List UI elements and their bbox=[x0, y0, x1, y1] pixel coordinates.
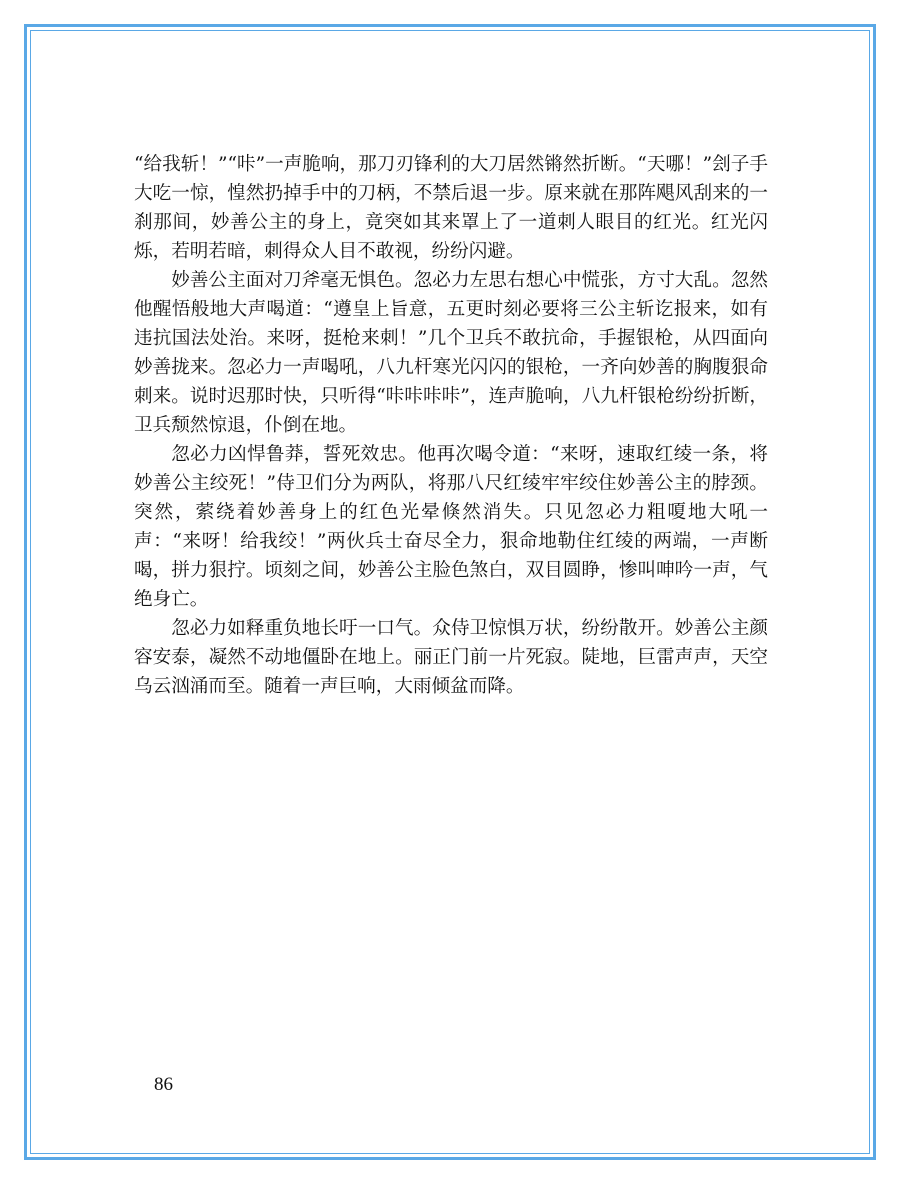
paragraph-1: “给我斩！”“咔”一声脆响，那刀刃锋利的大刀居然锵然折断。“天哪！”刽子手大吃一惊，惶然扔掉手中的刀柄，不禁后退一步。原来就在那阵飓风刮来的一刹那间，妙善公主的身上，竟突如其来罩上了一道刺人眼目的红光。红光闪烁，若明若暗，刺得众人目不敢视，纷纷闪避。 bbox=[134, 154, 768, 262]
paragraph-4: 忽必力如释重负地长吁一口气。众侍卫惊惧万状，纷纷散开。妙善公主颜容安泰，凝然不动地僵卧在地上。丽正门前一片死寂。陡地，巨雷声声，天空乌云汹涌而至。随着一声巨响，大雨倾盆而降。 bbox=[134, 618, 768, 697]
paragraph-2: 妙善公主面对刀斧毫无惧色。忽必力左思右想心中慌张，方寸大乱。忽然他醒悟般地大声喝道：“遵皇上旨意，五更时刻必要将三公主斩讫报来，如有违抗国法处治。来呀，挺枪来刺！”几个卫兵不敢抗命，手握银枪，从四面向妙善拢来。忽必力一声喝吼，八九杆寒光闪闪的银枪，一齐向妙善的胸腹狠命刺来。说时迟那时快，只听得“咔咔咔咔”，连声脆响，八九杆银枪纷纷折断，卫兵颓然惊退，仆倒在地。 bbox=[134, 270, 768, 436]
body-text bbox=[134, 150, 768, 701]
paragraph-3: 忽必力凶悍鲁莽，誓死效忠。他再次喝令道：“来呀，速取红绫一条，将妙善公主绞死！”侍卫们分为两队，将那八尺红绫牢牢绞住妙善公主的脖颈。突然，萦绕着妙善身上的红色光晕倏然消失。只见忽必力粗嗄地大吼一声：“来呀！给我绞！”两伙兵士奋尽全力，狠命地勒住红绫的两端，一声断喝，拼力狠拧。顷刻之间，妙善公主脸色煞白，双目圆睁，惨叫呻吟一声，气绝身亡。 bbox=[134, 444, 768, 610]
page-number: 86 bbox=[154, 1074, 173, 1095]
